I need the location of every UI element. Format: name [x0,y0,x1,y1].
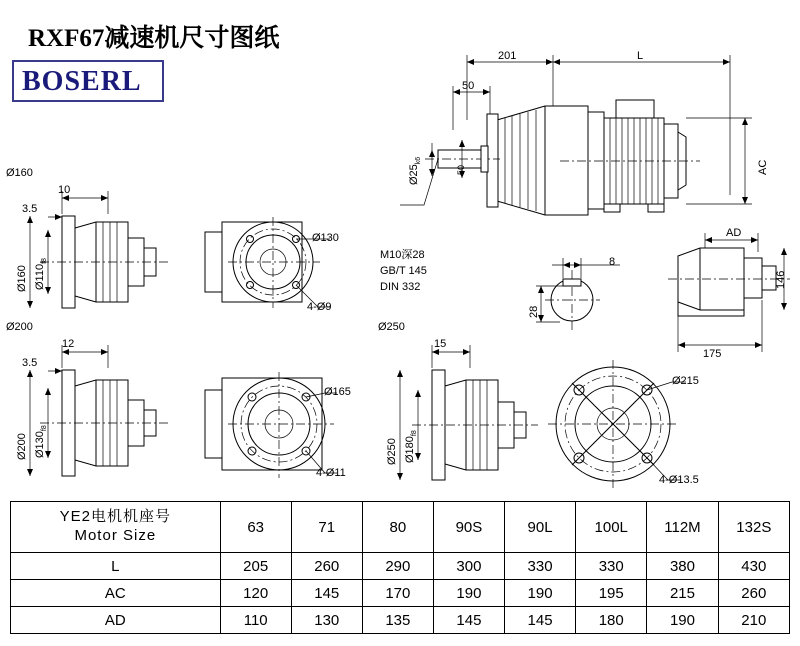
table-header-label-cn: YE2电机机座号 [59,508,171,526]
table-row [11,553,790,580]
table-cell: 260 [718,580,789,607]
flange200-bore-tol: f8 [41,425,49,432]
flange200-bore-value: Ø130 [34,431,46,458]
thread-note-line2: GB/T 145 [380,265,427,277]
dim-AD-label: AD [726,227,742,239]
table-cell: 130 [291,607,362,634]
table-row-label: AC [11,580,221,607]
table-column-header: 90L [505,502,576,553]
flange200-bolt-circle-label: Ø165 [324,386,351,398]
table-cell: 110 [220,607,291,634]
flange160-pilot-label: Ø160 [16,265,28,292]
flange200-front-view [205,372,337,478]
table-column-header: 63 [220,502,291,553]
page-title: RXF67减速机尺寸图纸 [28,25,280,52]
flange160-bore-value: Ø110 [34,263,46,290]
flange250-pilot-label: Ø250 [386,438,398,465]
flange160-holes-label: 4-Ø9 [307,301,332,313]
table-cell: 195 [576,580,647,607]
dim-146-label: 146 [775,270,787,289]
table-cell: 260 [291,553,362,580]
flange160-bolt-circle-label: Ø130 [312,232,339,244]
dim-AC-label: AC [757,159,769,175]
table-row-label: L [11,553,221,580]
table-cell: 215 [647,580,718,607]
shaft-len-label: 50 [456,164,466,175]
table-cell: 145 [433,607,504,634]
flange250-front-view [548,360,686,490]
flange160-outer-label: Ø160 [6,167,33,179]
dim-50-label: 50 [462,80,475,92]
table-cell: 135 [362,607,433,634]
table-cell: 180 [576,607,647,634]
thread-note-line1: M10深28 [380,249,425,261]
shaft-dia-label [408,157,423,185]
flange200-dim35-label: 3.5 [22,357,38,369]
flange200-outer-label: Ø200 [6,321,33,333]
flange160-bore-tol: f8 [41,258,49,264]
table-cell: 190 [505,580,576,607]
table-cell: 210 [718,607,789,634]
flange160-bore-label [34,258,49,290]
table-cell: 190 [433,580,504,607]
table-cell: 330 [505,553,576,580]
key-height-label: 28 [528,305,540,318]
table-cell: 170 [362,580,433,607]
table-cell: 380 [647,553,718,580]
table-cell: 205 [220,553,291,580]
table-header-label-en: Motor Size [74,527,157,544]
table-column-header: 80 [362,502,433,553]
key-width-label: 8 [609,256,616,268]
table-cell: 145 [291,580,362,607]
dim-AC-group [686,118,752,204]
motor-size-table [10,501,790,634]
table-column-header: 90S [433,502,504,553]
flange250-holes-label: 4-Ø13.5 [659,474,699,486]
thread-note-line3: DIN 332 [380,281,421,293]
right-side-view [668,233,790,352]
table-column-header: 132S [718,502,789,553]
flange250-outer-label: Ø250 [378,321,405,333]
flange250-bolt-circle-label: Ø215 [672,375,699,387]
table-row-label: AD [11,607,221,634]
table-cell: 120 [220,580,291,607]
flange200-bore-label [34,425,49,458]
flange160-dim10-label: 10 [58,184,71,196]
table-cell: 145 [505,607,576,634]
flange200-dim12-label: 12 [62,338,75,350]
key-section-detail [536,258,620,330]
flange250-bore-tol: f8 [411,430,419,437]
table-column-header: 71 [291,502,362,553]
flange200-holes-label: 4-Ø11 [316,467,346,479]
flange160-side-view [27,191,168,308]
table-cell: 330 [576,553,647,580]
table-cell: 190 [647,607,718,634]
dim-201-label: 201 [498,50,517,62]
table-cell: 430 [718,553,789,580]
logo-text: BOSERL [22,66,142,97]
table-row [11,580,790,607]
flange250-dim15-label: 15 [434,338,447,350]
flange160-front-view [205,217,330,308]
table-header-label [11,502,221,553]
gearbox-body-top [425,106,588,215]
table-column-header: 112M [647,502,718,553]
table-header-row [11,502,790,553]
shaft-dia-value: Ø25 [408,164,420,185]
shaft-dia-tolerance: k6 [415,156,423,165]
dim-L-label: L [637,50,644,62]
table-cell: 300 [433,553,504,580]
flange200-pilot-label: Ø200 [16,433,28,460]
flange250-bore-value: Ø180 [404,436,416,463]
flange250-bore-label [404,430,419,463]
dim-50-group [453,86,490,130]
flange160-dim35-label: 3.5 [22,203,38,215]
dim-175-label: 175 [703,348,722,360]
table-cell: 290 [362,553,433,580]
table-row [11,607,790,634]
table-column-header: 100L [576,502,647,553]
